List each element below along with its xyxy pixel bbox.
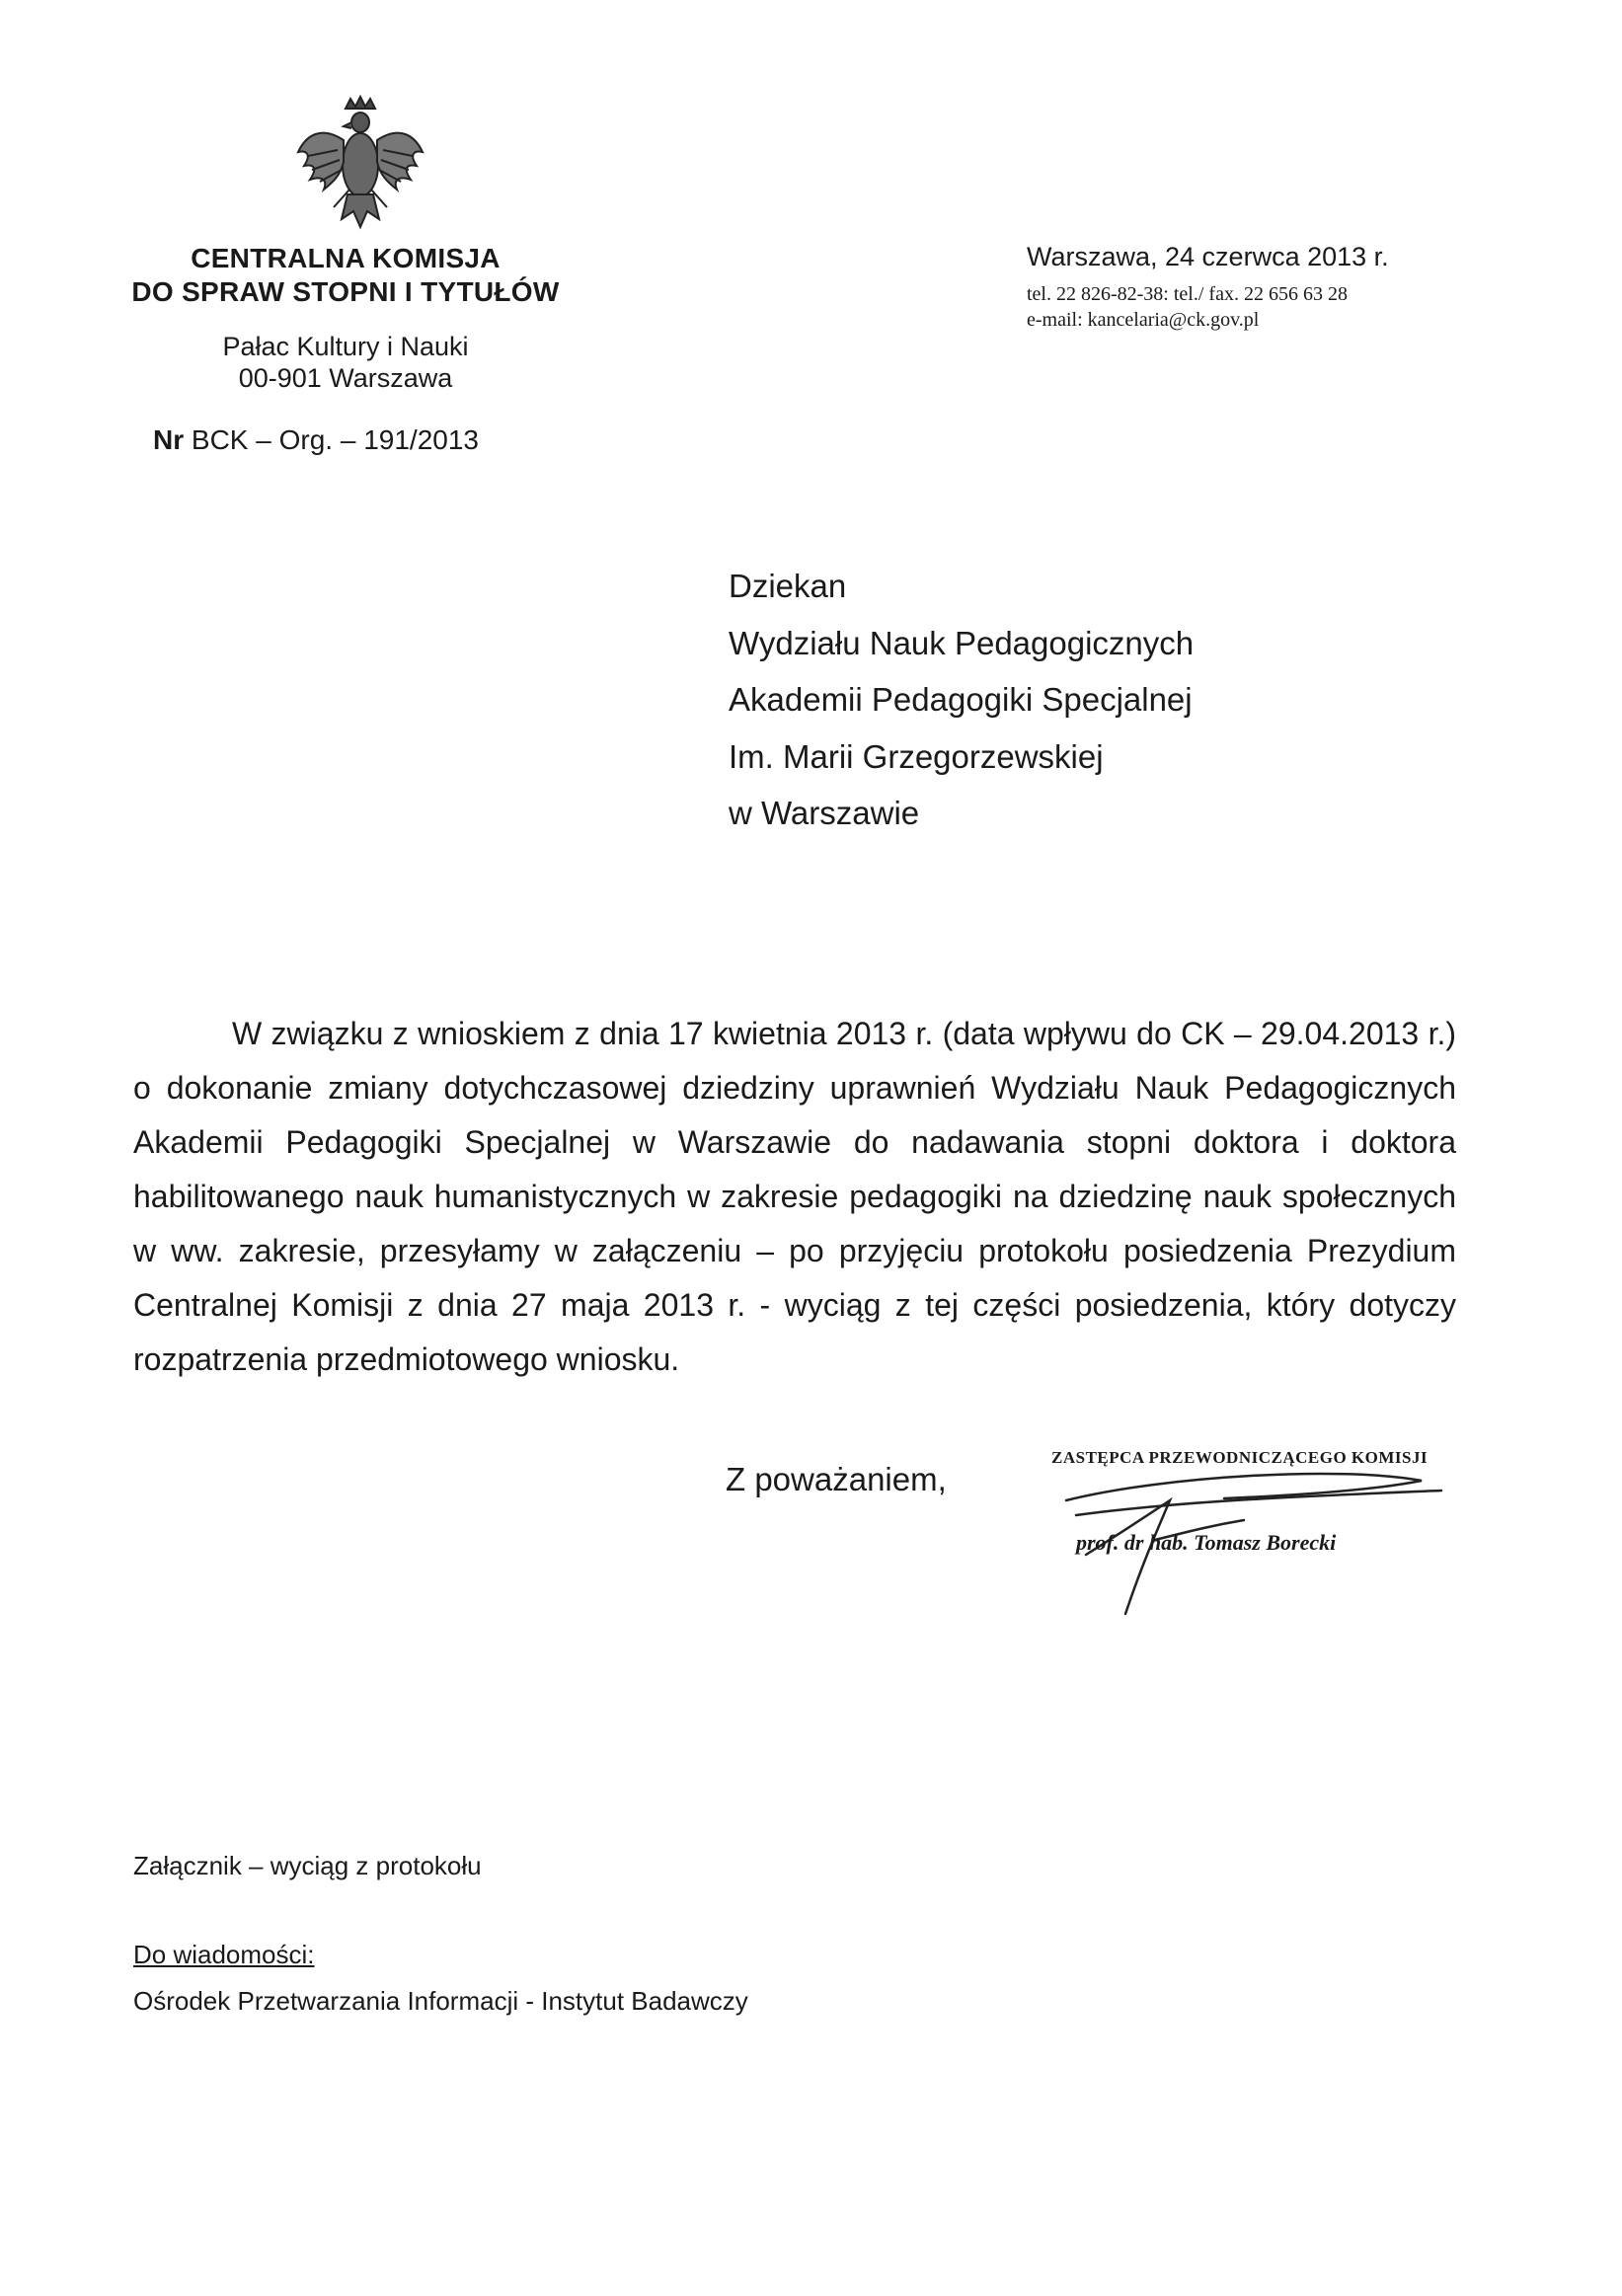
reference-number bbox=[153, 424, 479, 456]
reference-prefix: Nr bbox=[153, 424, 185, 455]
reference-value: BCK – Org. – 191/2013 bbox=[191, 424, 479, 455]
letter-body bbox=[133, 1007, 1456, 1387]
institution-address-line1: Pałac Kultury i Nauki bbox=[222, 332, 469, 361]
cc-heading: Do wiadomości: bbox=[133, 1940, 315, 1969]
closing-salutation: Z poważaniem, bbox=[726, 1461, 947, 1497]
institution-address-line2: 00-901 Warszawa bbox=[238, 363, 453, 393]
recipient-line: Im. Marii Grzegorzewskiej bbox=[729, 738, 1104, 775]
body-paragraph: W związku z wnioskiem z dnia 17 kwietnia 2013 r. (data wpływu do CK – 29.04.2013 r.) o dokonanie zmiany dotychczasowej dziedziny uprawnień Wydziału Nauk Pedagogicznych Akademii Pedagogiki Specjalnej w Warszawie do nadawania stopni doktora i doktora habilitowanego nauk humanistycznych w zakresie pedagogiki na dziedzinę nauk społecznych w ww. zakresie, przesyłamy w załączeniu – po przyjęciu protokołu posiedzenia Prezydium Centralnej Komisji z dnia 27 maja 2013 r. - wyciąg z tej części posiedzenia, który dotyczy rozpatrzenia przedmiotowego wniosku. bbox=[133, 1016, 1456, 1377]
contact-phone: tel. 22 826-82-38: tel./ fax. 22 656 63 28 bbox=[1027, 283, 1348, 305]
place-and-date: Warszawa, 24 czerwca 2013 r. bbox=[1027, 242, 1389, 271]
recipient-line: w Warszawie bbox=[729, 795, 920, 831]
institution-name-line2: DO SPRAW STOPNI I TYTUŁÓW bbox=[131, 276, 560, 307]
attachment-note: Załącznik – wyciąg z protokołu bbox=[133, 1851, 482, 1880]
cc-item: Ośrodek Przetwarzania Informacji - Instytut Badawczy bbox=[133, 1986, 748, 2016]
signature-stamp-name: prof. dr hab. Tomasz Borecki bbox=[1076, 1530, 1337, 1555]
institution-name-line1: CENTRALNA KOMISJA bbox=[191, 243, 501, 273]
recipient-line: Akademii Pedagogiki Specjalnej bbox=[729, 681, 1193, 718]
polish-eagle-emblem-icon bbox=[286, 91, 434, 239]
recipient-line: Wydziału Nauk Pedagogicznych bbox=[729, 625, 1195, 661]
contact-email: e-mail: kancelaria@ck.gov.pl bbox=[1027, 309, 1260, 331]
signature-stamp-title: ZASTĘPCA PRZEWODNICZĄCEGO KOMISJI bbox=[1051, 1448, 1429, 1467]
recipient-line: Dziekan bbox=[729, 568, 847, 604]
